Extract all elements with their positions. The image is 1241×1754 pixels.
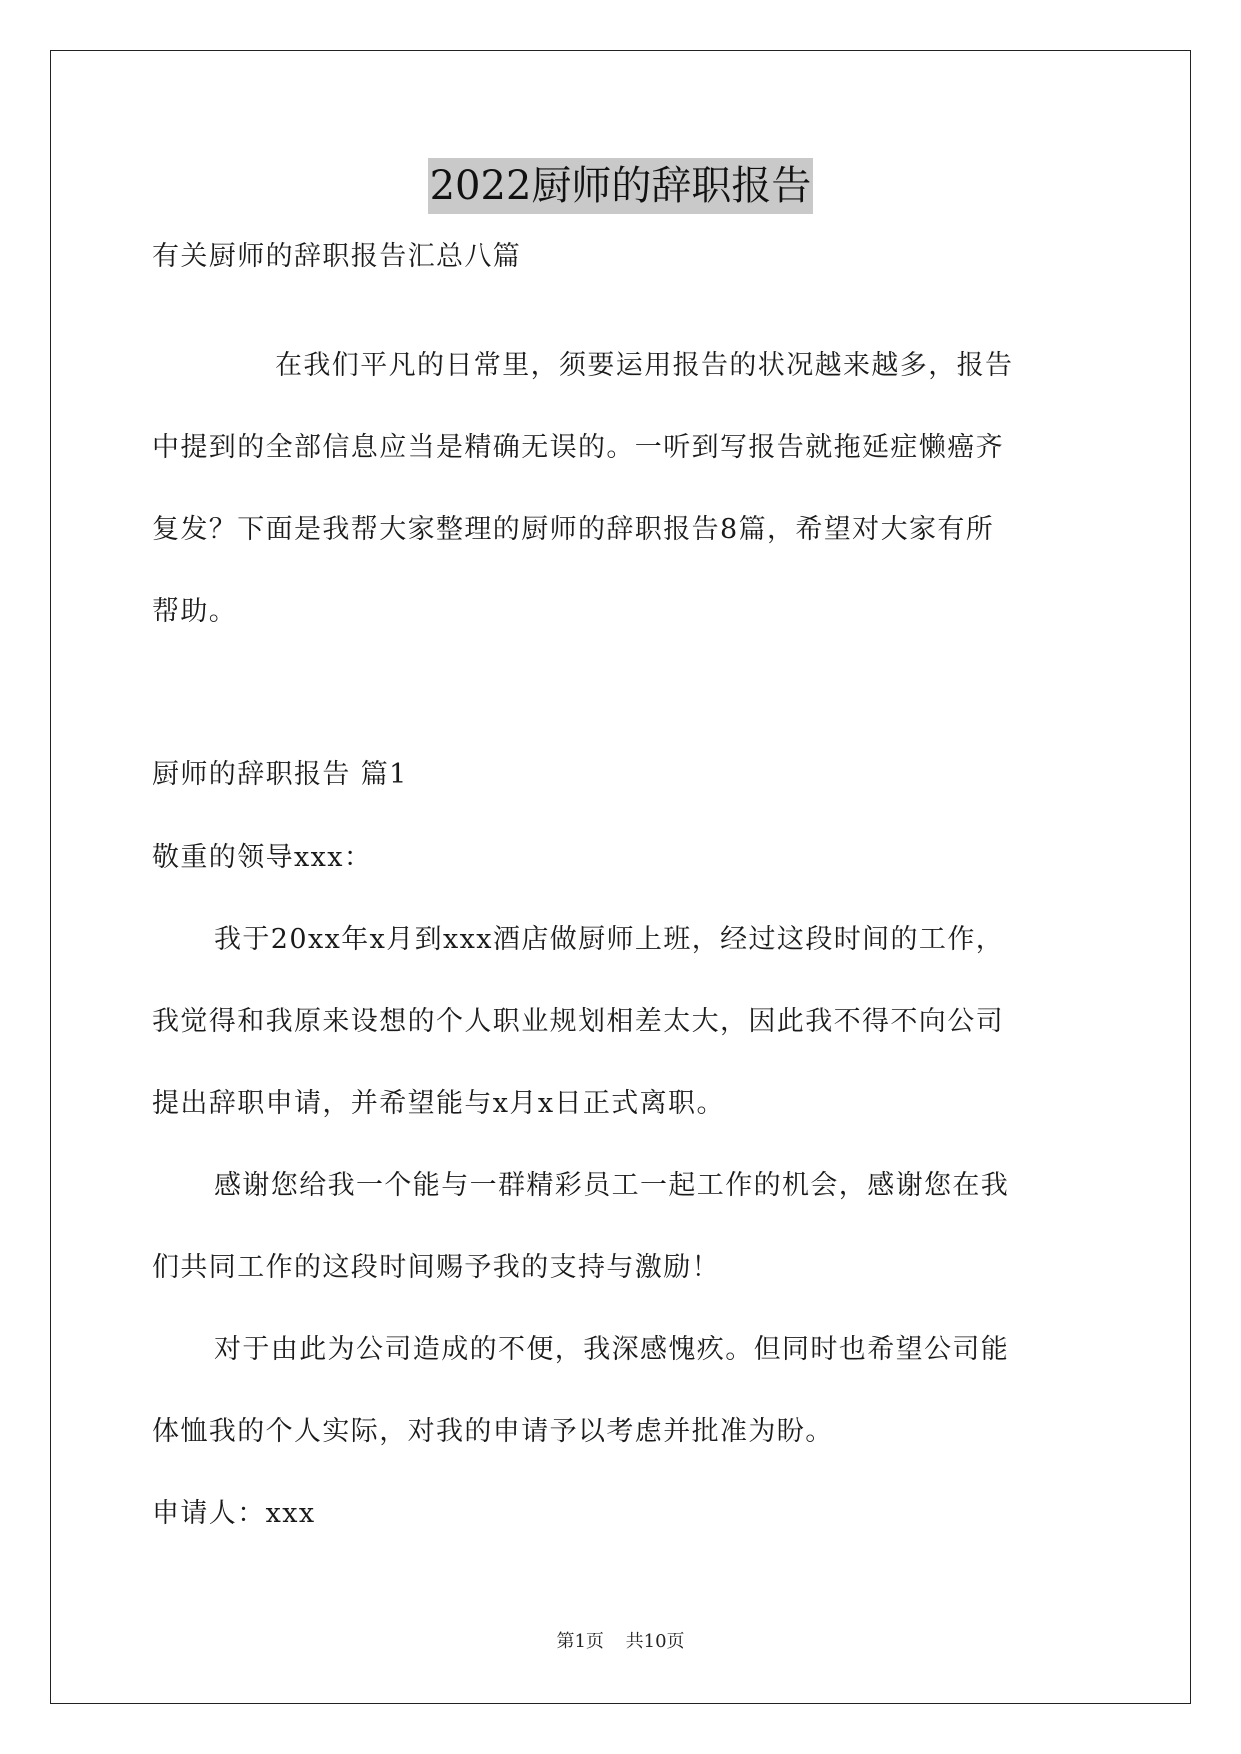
title-container: [0, 158, 1241, 214]
paragraph-line: 我于20xx年x月到xxx酒店做厨师上班，经过这段时间的工作，: [214, 924, 1005, 955]
paragraph-line: 们共同工作的这段时间赐予我的支持与激励！: [152, 1252, 720, 1283]
page-footer: [0, 1630, 1241, 1654]
paragraph-line: 对于由此为公司造成的不便，我深感愧疚。但同时也希望公司能: [214, 1334, 1010, 1365]
paragraph-line: 在我们平凡的日常里，须要运用报告的状况越来越多，报告: [275, 350, 1014, 381]
paragraph-line: 帮助。: [152, 596, 238, 627]
subtitle-line: 有关厨师的辞职报告汇总八篇: [152, 241, 522, 272]
salutation-line: 敬重的领导xxx：: [152, 842, 373, 873]
signature-line: 申请人：xxx: [152, 1498, 316, 1529]
paragraph-line: 我觉得和我原来设想的个人职业规划相差太大，因此我不得不向公司: [152, 1006, 1004, 1037]
document-title: 2022厨师的辞职报告: [428, 158, 814, 214]
total-pages: 共10页: [625, 1631, 685, 1652]
paragraph-line: 感谢您给我一个能与一群精彩员工一起工作的机会，感谢您在我: [214, 1170, 1010, 1201]
paragraph-line: 中提到的全部信息应当是精确无误的。一听到写报告就拖延症懒癌齐: [152, 432, 1004, 463]
paragraph-line: 提出辞职申请，并希望能与x月x日正式离职。: [152, 1088, 725, 1119]
paragraph-line: 体恤我的个人实际，对我的申请予以考虑并批准为盼。: [152, 1416, 834, 1447]
section-heading: 厨师的辞职报告 篇1: [152, 759, 408, 790]
page-number: 第1页: [556, 1631, 604, 1652]
page-border: [50, 50, 1191, 1704]
paragraph-line: 复发？下面是我帮大家整理的厨师的辞职报告8篇，希望对大家有所: [152, 514, 995, 545]
